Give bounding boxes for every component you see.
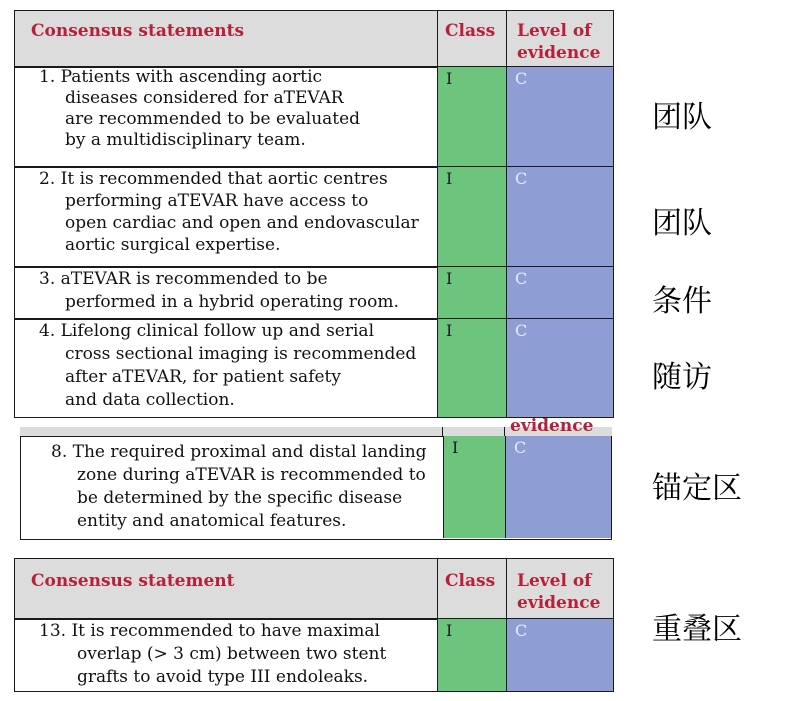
class-cell: I xyxy=(437,619,507,691)
cut-header-text: evidence xyxy=(510,416,594,436)
level-cell: C xyxy=(506,67,613,167)
statement-line: aortic surgical expertise. xyxy=(65,235,281,255)
statement-line: 3. aTEVAR is recommended to be xyxy=(39,269,328,289)
statement-line: entity and anatomical features. xyxy=(77,511,347,531)
statement-line: 1. Patients with ascending aortic xyxy=(39,67,323,87)
table-row xyxy=(14,266,614,320)
statement-line: after aTEVAR, for patient safety xyxy=(65,367,341,387)
statement-line: performing aTEVAR have access to xyxy=(65,191,369,211)
statement-line: open cardiac and open and endovascular xyxy=(65,213,419,233)
header-level-line1: Level of xyxy=(517,21,592,41)
statement-line: cross sectional imaging is recommended xyxy=(65,344,417,364)
statement-line: performed in a hybrid operating room. xyxy=(65,292,399,312)
statement-line: 8. The required proximal and distal landing xyxy=(51,442,427,462)
header-level-line2: evidence xyxy=(517,593,601,613)
statement-line: 2. It is recommended that aortic centres xyxy=(39,169,388,189)
level-cell: C xyxy=(506,167,613,267)
table-row xyxy=(20,436,612,540)
statement-line: 13. It is recommended to have maximal xyxy=(39,621,380,641)
statement-line: by a multidisciplinary team. xyxy=(65,130,306,150)
annotation-team-2: 团队 xyxy=(652,206,712,241)
header-level-line1: Level of xyxy=(517,571,592,591)
header-class: Class xyxy=(445,21,496,41)
level-cell: C xyxy=(506,619,613,691)
class-cell: I xyxy=(437,319,507,417)
statement-line: zone during aTEVAR is recommended to xyxy=(77,465,426,485)
table-row xyxy=(14,318,614,418)
table1-header xyxy=(14,10,614,68)
level-cell: C xyxy=(505,436,611,538)
level-cell: C xyxy=(506,267,613,319)
statement-line: overlap (> 3 cm) between two stent xyxy=(77,644,387,664)
class-cell: I xyxy=(437,67,507,167)
annotation-team-1: 团队 xyxy=(652,100,712,135)
table-row xyxy=(14,166,614,268)
annotation-overlap-zone: 重叠区 xyxy=(652,612,742,647)
statement-line: 4. Lifelong clinical follow up and serial xyxy=(39,321,375,341)
class-cell: I xyxy=(437,267,507,319)
header-statements: Consensus statements xyxy=(31,21,245,41)
class-cell: I xyxy=(437,167,507,267)
table3-header xyxy=(14,558,614,620)
class-cell: I xyxy=(443,436,506,538)
statement-line: grafts to avoid type III endoleaks. xyxy=(77,667,369,687)
statement-line: be determined by the specific disease xyxy=(77,488,403,508)
table-row xyxy=(14,66,614,168)
header-class: Class xyxy=(445,571,496,591)
annotation-follow-up: 随访 xyxy=(652,360,712,395)
statement-line: and data collection. xyxy=(65,390,235,410)
table-row xyxy=(14,618,614,692)
statement-line: are recommended to be evaluated xyxy=(65,109,361,129)
annotation-landing-zone: 锚定区 xyxy=(652,471,742,506)
header-statement: Consensus statement xyxy=(31,571,235,591)
header-level-line2: evidence xyxy=(517,43,601,63)
level-cell: C xyxy=(506,319,613,417)
statement-line: diseases considered for aTEVAR xyxy=(65,88,344,108)
annotation-condition: 条件 xyxy=(652,284,712,319)
